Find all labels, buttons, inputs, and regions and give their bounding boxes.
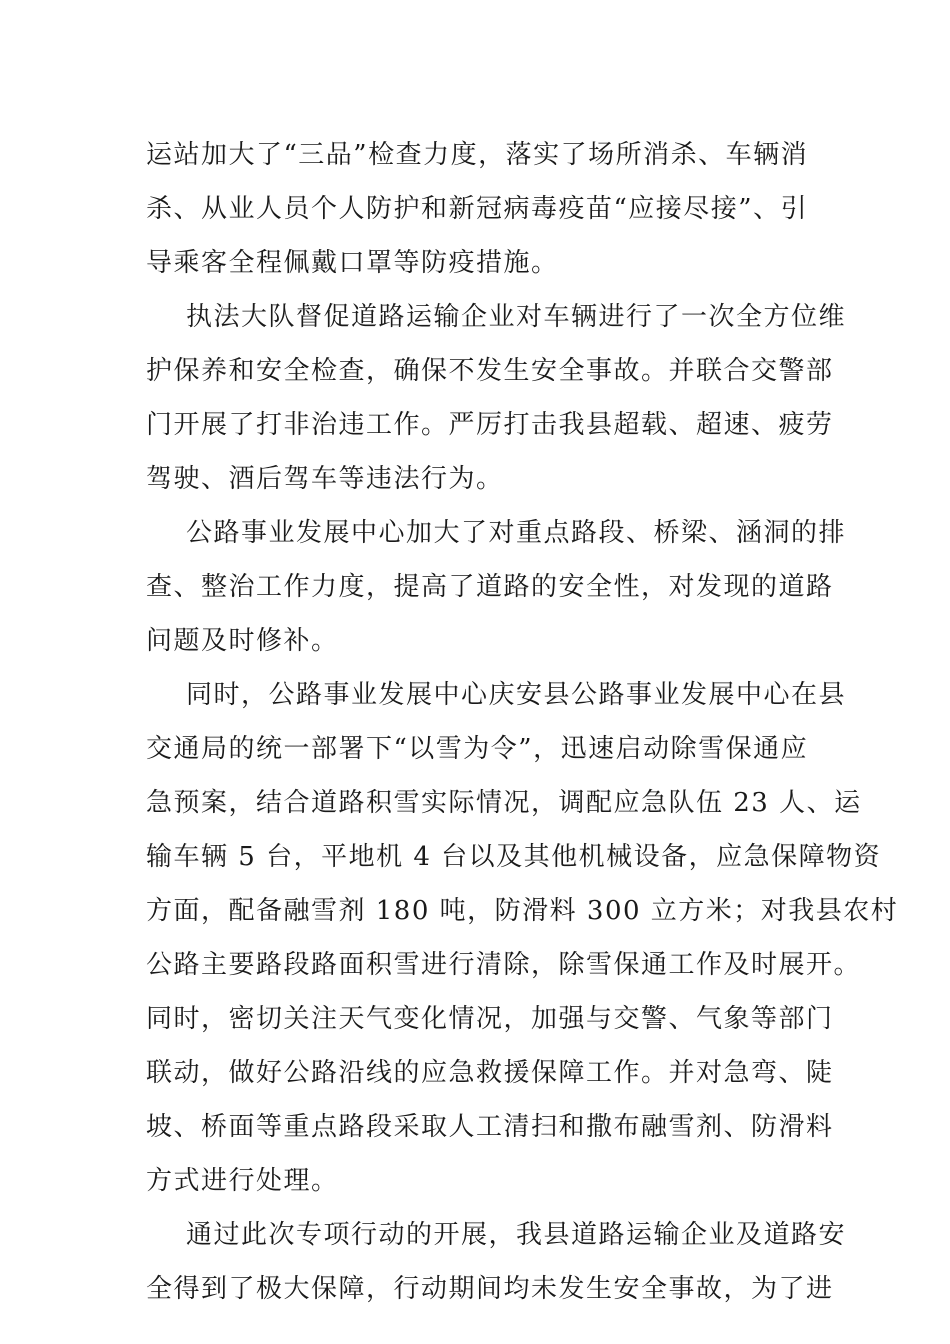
- paragraph-law-enforcement: [146, 290, 847, 506]
- text-line: 公路事业发展中心加大了对重点路段、桥梁、涵洞的排: [186, 518, 847, 548]
- text-line: 杀、从业人员个人防护和新冠病毒疫苗“应接尽接”、引: [146, 194, 809, 224]
- paragraph-road-inspection: [146, 506, 847, 668]
- paragraph-snow-removal: [146, 668, 899, 1208]
- text-line: 同时，公路事业发展中心庆安县公路事业发展中心在县: [186, 680, 847, 710]
- text-line: 公路主要路段路面积雪进行清除，除雪保通工作及时展开。: [146, 950, 862, 980]
- text-line: 输车辆 5 台，平地机 4 台以及其他机械设备，应急保障物资: [146, 842, 882, 872]
- paragraph-summary: [146, 1208, 847, 1316]
- text-line: 通过此次专项行动的开展，我县道路运输企业及道路安: [186, 1220, 847, 1250]
- text-line: 交通局的统一部署下“以雪为令”，迅速启动除雪保通应: [146, 734, 809, 764]
- text-line: 联动，做好公路沿线的应急救援保障工作。并对急弯、陡: [146, 1058, 834, 1088]
- document-body: [146, 128, 899, 1316]
- text-line: 方面，配备融雪剂 180 吨，防滑料 300 立方米；对我县农村: [146, 896, 899, 926]
- text-line: 导乘客全程佩戴口罩等防疫措施。: [146, 248, 559, 278]
- text-line: 全得到了极大保障，行动期间均未发生安全事故，为了进: [146, 1274, 834, 1304]
- text-line: 驾驶、酒后驾车等违法行为。: [146, 464, 504, 494]
- text-line: 坡、桥面等重点路段采取人工清扫和撒布融雪剂、防滑料: [146, 1112, 834, 1142]
- text-line: 运站加大了“三品”检查力度，落实了场所消杀、车辆消: [146, 140, 809, 170]
- text-line: 查、整治工作力度，提高了道路的安全性，对发现的道路: [146, 572, 834, 602]
- text-line: 门开展了打非治违工作。严厉打击我县超载、超速、疲劳: [146, 410, 834, 440]
- paragraph-epidemic-prevention: [146, 128, 809, 290]
- text-line: 同时，密切关注天气变化情况，加强与交警、气象等部门: [146, 1004, 834, 1034]
- text-line: 执法大队督促道路运输企业对车辆进行了一次全方位维: [186, 302, 847, 332]
- text-line: 问题及时修补。: [146, 626, 339, 656]
- text-line: 护保养和安全检查，确保不发生安全事故。并联合交警部: [146, 356, 834, 386]
- text-line: 急预案，结合道路积雪实际情况，调配应急队伍 23 人、运: [146, 788, 862, 818]
- text-line: 方式进行处理。: [146, 1166, 339, 1196]
